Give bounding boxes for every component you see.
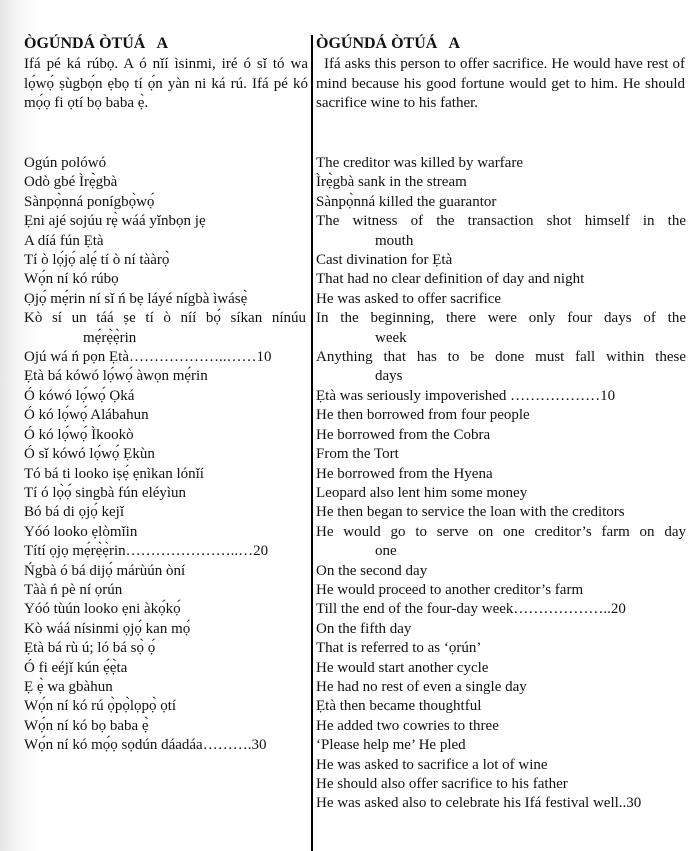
verse-text: Ìrẹ̀gbà sank in the stream <box>316 174 467 191</box>
english-verse-line <box>316 251 686 270</box>
yoruba-verse-line <box>24 290 306 309</box>
verse-text: He should also offer sacrifice to his father <box>316 776 568 792</box>
english-intro: Ifá asks this person to offer sacrifice. He would have rest of mind because his good fortune would get to him. He should sacrifice wine to his father. <box>316 56 685 111</box>
yoruba-verse-line <box>24 562 306 581</box>
verse-text: Wọ́n ní kó rúbọ <box>24 271 119 288</box>
yoruba-verse-line <box>24 426 306 445</box>
english-verse-line <box>316 697 686 716</box>
english-verse-list <box>316 154 686 814</box>
verse-text: That is referred to as ‘ọrún’ <box>316 640 482 657</box>
verse-text: On the second day <box>316 562 428 579</box>
verse-text: Leopard also lent him some money <box>316 484 528 501</box>
yoruba-verse-line <box>24 270 306 289</box>
english-verse-line <box>316 154 686 173</box>
verse-text: Ó fi eéjǐ kún ẹ́ẹ̀ta <box>24 659 128 676</box>
yoruba-verse-line <box>24 309 306 348</box>
yoruba-verse-line <box>24 406 306 425</box>
yoruba-verse-line <box>24 639 306 658</box>
verse-text: That had no clear definition of day and night <box>316 271 585 288</box>
verse-text: He was asked to sacrifice a lot of wine <box>316 756 548 773</box>
verse-continuation: week <box>375 329 407 346</box>
verse-continuation: days <box>375 368 403 385</box>
verse-text: Ogún polówó <box>24 155 107 171</box>
verse-text: Ó sǐ kówó lọ́wọ́ Ẹkùn <box>24 446 155 463</box>
verse-continuation: one <box>375 543 397 560</box>
verse-text: Tàà ń pè ní ọrún <box>24 581 123 598</box>
verse-text: Ojú wá ń pọn Ẹtà………………..……10 <box>24 349 272 366</box>
verse-text: Tí ò lọ́jọ́ alẹ́ tí ò ní tààrọ̀ <box>24 252 170 269</box>
verse-text: Ńgbà ó bá dijọ́ márùún òní <box>24 562 186 579</box>
yoruba-heading: ÒGÚNDÁ ÒTÚÁ A <box>24 35 169 52</box>
verse-text: Ẹni ajé sojúu rẹ̀ wáá yǐnbọn jẹ <box>24 213 206 230</box>
yoruba-verse-line <box>24 251 306 270</box>
verse-text: He then began to service the loan with the creditors <box>316 504 625 521</box>
english-verse-line <box>316 600 686 619</box>
english-verse-line <box>316 717 686 736</box>
yoruba-verse-line <box>24 600 306 619</box>
verse-text: Ó kó lọ́wọ́ Ìkookò <box>24 426 134 443</box>
verse-text: Ọjọ́ mẹ́rin ní sǐ ń bẹ láyé nígbà ìwásẹ̀ <box>24 290 248 307</box>
english-verse-line <box>316 387 686 406</box>
english-verse-line <box>316 426 686 445</box>
verse-text: Ó kówó lọ́wọ́ Ọká <box>24 387 135 404</box>
yoruba-verse-list <box>24 154 306 756</box>
verse-text: Wọ́n ní kó mọ́ọ sọdún dáadáa……….30 <box>24 737 267 754</box>
english-verse-line <box>316 173 686 192</box>
english-verse-line <box>316 659 686 678</box>
yoruba-verse-line <box>24 717 306 736</box>
verse-text: He would proceed to another creditor’s farm <box>316 581 584 598</box>
english-column-header <box>316 34 685 114</box>
english-verse-line <box>316 678 686 697</box>
english-verse-line <box>316 503 686 522</box>
yoruba-verse-line <box>24 232 306 251</box>
english-verse-line <box>316 309 686 348</box>
yoruba-verse-line <box>24 445 306 464</box>
verse-text: The creditor was killed by warfare <box>316 155 523 171</box>
verse-text: Tí ó lọ̀ọ́ singbà fún eléyìun <box>24 484 187 501</box>
yoruba-intro: Ifá pé ká rúbọ. A ó nǐí ìsinmi, iré ó sǐ tó wa lọ́wọ́ ṣùgbọ́n ẹbọ tí ọ́n yàn ni ká rú. Ifá pé kó mọ́ọ fi ọtí bọ baba ẹ̀. <box>24 56 308 111</box>
yoruba-verse-line <box>24 465 306 484</box>
verse-text: He would start another cycle <box>316 659 489 676</box>
verse-text: Títí ọjọ mẹ́rẹ̀ẹ̀rin…………………..…20 <box>24 543 269 560</box>
english-heading: ÒGÚNDÁ ÒTÚÁ A <box>316 35 461 52</box>
verse-text: Wọ́n ní kó bọ baba ẹ̀ <box>24 717 149 734</box>
yoruba-verse-line <box>24 678 306 697</box>
yoruba-verse-line <box>24 659 306 678</box>
yoruba-verse-line <box>24 212 306 231</box>
english-verse-line <box>316 290 686 309</box>
yoruba-verse-line <box>24 697 306 716</box>
english-verse-line <box>316 523 686 562</box>
column-divider <box>311 35 313 851</box>
english-verse-line <box>316 465 686 484</box>
verse-text: Sànpọ̀nná killed the guarantor <box>316 193 497 210</box>
verse-text: He then borrowed from four people <box>316 407 530 424</box>
verse-text: He was asked also to celebrate his Ifá festival well..30 <box>316 795 642 812</box>
english-verse-line <box>316 348 686 387</box>
verse-text: Yóó looko ẹlòmǐin <box>24 523 138 540</box>
verse-text: Ẹtà bá kówó lọ́wọ́ àwọn mẹ́rin <box>24 368 208 385</box>
english-verse-line <box>316 620 686 639</box>
verse-text: From the Tort <box>316 446 399 463</box>
yoruba-verse-line <box>24 154 306 173</box>
english-verse-line <box>316 736 686 755</box>
english-verse-line <box>316 581 686 600</box>
yoruba-verse-line <box>24 503 306 522</box>
english-verse-line <box>316 212 686 251</box>
verse-text: Cast divination for Ẹtà <box>316 252 453 269</box>
verse-text: He borrowed from the Cobra <box>316 426 491 443</box>
verse-text: He had no rest of even a single day <box>316 678 527 695</box>
verse-text: Sànpọ̀nná ponígbọ̀wọ́ <box>24 193 155 210</box>
verse-text: Kò sí un táá ṣe tí ò níí bọ́ síkan nínúu <box>24 310 306 327</box>
verse-text: Kò wáá nísinmi ọjọ́ kan mọ́ <box>24 620 191 637</box>
verse-text: Ẹtà was seriously impoverished ………………10 <box>316 387 616 404</box>
english-verse-line <box>316 445 686 464</box>
english-verse-line <box>316 756 686 775</box>
verse-text: Ẹtà bá rù ú; ló bá sọ̀ ọ́ <box>24 640 156 657</box>
verse-text: A díá fún Ẹtà <box>24 232 104 249</box>
yoruba-verse-line <box>24 484 306 503</box>
yoruba-verse-line <box>24 348 306 367</box>
english-verse-line <box>316 639 686 658</box>
verse-text: ‘Please help me’ He pled <box>316 737 466 754</box>
verse-text: Ó kó lọ́wọ́ Alábahun <box>24 407 149 424</box>
yoruba-verse-line <box>24 367 306 386</box>
english-verse-line <box>316 193 686 212</box>
yoruba-verse-line <box>24 542 306 561</box>
verse-text: Bó bá di ọjọ́ kejǐ <box>24 504 124 521</box>
yoruba-verse-line <box>24 523 306 542</box>
verse-text: The witness of the transaction shot himself in the <box>316 213 686 230</box>
english-verse-line <box>316 484 686 503</box>
verse-text: Odò gbé Ìrẹ̀gbà <box>24 174 118 191</box>
verse-text: Till the end of the four-day week………………..20 <box>316 601 626 618</box>
english-verse-line <box>316 406 686 425</box>
yoruba-verse-line <box>24 620 306 639</box>
english-verse-line <box>316 775 686 794</box>
verse-text: Tó bá ti looko iṣẹ́ ẹnìkan lónǐí <box>24 465 204 482</box>
yoruba-verse-line <box>24 736 306 755</box>
verse-text: Yóó tùún looko ẹni àkọ́kọ́ <box>24 601 181 618</box>
verse-text: Ẹ ẹ̀ wa gbàhun <box>24 678 113 695</box>
yoruba-verse-line <box>24 173 306 192</box>
verse-continuation: mouth <box>375 232 414 249</box>
verse-text: On the fifth day <box>316 620 412 637</box>
yoruba-verse-line <box>24 193 306 212</box>
verse-text: He was asked to offer sacrifice <box>316 290 502 307</box>
verse-text: Anything that has to be done must fall within these <box>316 349 686 366</box>
verse-text: He would go to serve on one creditor’s farm on day <box>316 523 686 540</box>
yoruba-verse-line <box>24 581 306 600</box>
verse-text: In the beginning, there were only four days of the <box>316 310 686 327</box>
yoruba-verse-line <box>24 387 306 406</box>
english-verse-line <box>316 270 686 289</box>
yoruba-column-header <box>24 34 308 114</box>
verse-text: Wọ́n ní kó rú ọ̀pọ̀lọpọ̀ ọtí <box>24 698 177 715</box>
english-verse-line <box>316 794 686 813</box>
verse-text: He added two cowries to three <box>316 717 499 734</box>
verse-text: Ẹtà then became thoughtful <box>316 698 482 715</box>
verse-continuation: mẹ́rẹ̀ẹ̀rin <box>83 329 137 346</box>
verse-text: He borrowed from the Hyena <box>316 465 493 482</box>
english-verse-line <box>316 562 686 581</box>
